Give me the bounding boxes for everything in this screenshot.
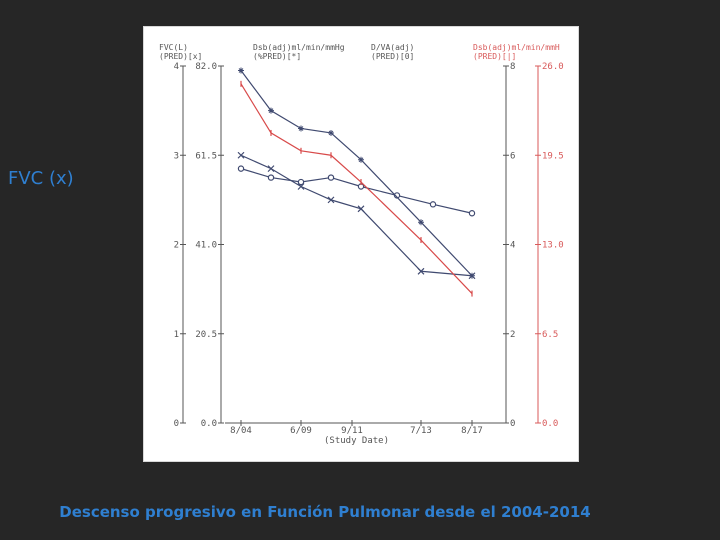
axis-tick-label-dva: 8: [510, 62, 516, 72]
pulmonary-function-chart: [143, 26, 579, 462]
series-point: [238, 152, 244, 158]
x-tick-label: 8/04: [230, 426, 252, 436]
series-point: [238, 166, 243, 171]
series-line-3: [241, 84, 472, 294]
x-tick-label: 8/17: [461, 426, 483, 436]
x-tick-label: 9/11: [341, 426, 363, 436]
axis-tick-label-fvc: 4: [173, 62, 179, 72]
axis-header-dva: D/VA(adj): [371, 43, 415, 52]
series-layer: [238, 67, 475, 296]
axis-header-dva: (PRED)[0]: [371, 52, 415, 61]
series-point: [469, 211, 474, 216]
x-tick-label: 6/09: [290, 426, 312, 436]
series-line-1: [241, 169, 472, 214]
x-axis-label: (Study Date): [323, 436, 390, 446]
chart-frame: [143, 26, 579, 462]
axis-tick-label-abs: 26.0: [542, 62, 564, 72]
axis-tick-label-pct: 0.0: [200, 419, 217, 429]
axis-tick-label-dva: 0: [510, 419, 516, 429]
axis-tick-label-abs: 6.5: [542, 329, 559, 340]
x-tick-labels: [230, 420, 483, 446]
series-point: [268, 166, 274, 172]
axis-tick-label-fvc: 1: [173, 329, 179, 340]
axis-tick-label-dva: 6: [510, 151, 516, 162]
axis-tick-label-fvc: 0: [173, 419, 179, 429]
slide-caption: Descenso progresivo en Función Pulmonar desde el 2004-2014: [59, 503, 591, 521]
axis-header-fvc: (PRED)[x]: [159, 52, 203, 61]
series-point: [298, 125, 304, 131]
axis-tick-label-abs: 19.5: [542, 151, 564, 162]
axis-tick-label-pct: 41.0: [195, 240, 217, 251]
x-tick-label: 7/13: [410, 426, 432, 436]
axis-header-dlco_abs: Dsb(adj)ml/min/mmH: [473, 43, 560, 52]
axis-tick-label-dva: 4: [510, 240, 516, 251]
axis-tick-label-abs: 13.0: [542, 240, 564, 251]
axis-header-fvc: FVC(L): [159, 43, 188, 52]
series-point: [268, 175, 273, 180]
axis-header-dlco_abs: (PRED)[|]: [473, 52, 517, 61]
series-line-2: [241, 70, 472, 275]
axis-tick-label-dva: 2: [510, 329, 516, 340]
axis-tick-label-pct: 20.5: [195, 329, 217, 340]
axis-tick-label-fvc: 3: [173, 151, 179, 162]
series-point: [430, 202, 435, 207]
series-point: [328, 175, 333, 180]
series-point: [298, 179, 303, 184]
axis-tick-label-abs: 0.0: [542, 419, 559, 429]
axis-header-dlco_pct: Dsb(adj)ml/min/mmHg: [253, 43, 345, 52]
axis-headers: [159, 43, 560, 61]
axes: [174, 62, 564, 429]
axis-tick-label-pct: 82.0: [195, 62, 217, 72]
axis-tick-label-fvc: 2: [173, 240, 179, 251]
axis-header-dlco_pct: (%PRED)[*]: [253, 52, 302, 61]
axis-tick-label-pct: 61.5: [195, 151, 217, 162]
side-label: FVC (x): [8, 168, 74, 189]
